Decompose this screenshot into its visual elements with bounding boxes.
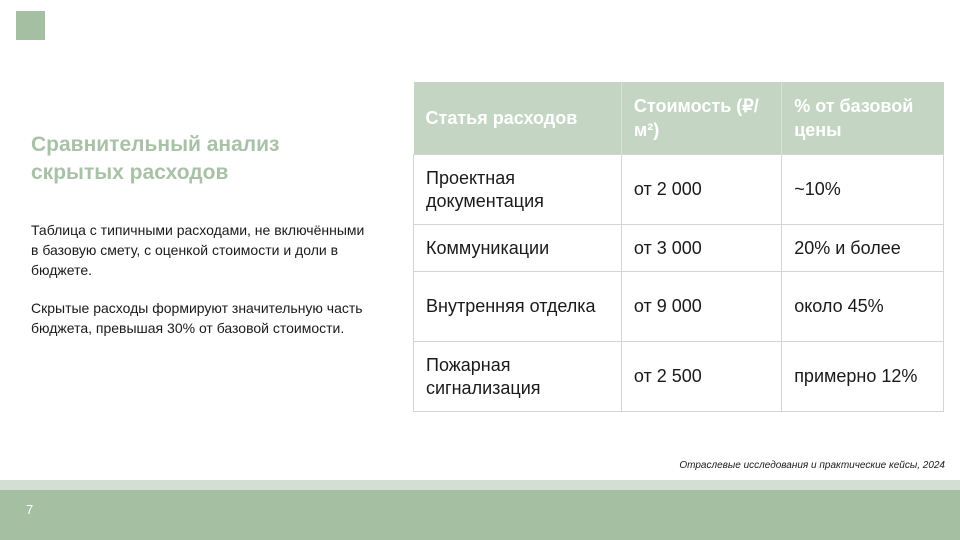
table-cell: Коммуникации	[414, 225, 622, 272]
table-cell: от 2 500	[621, 342, 781, 412]
table-cell: 20% и более	[782, 225, 944, 272]
table-cell: примерно 12%	[782, 342, 944, 412]
column-header-item: Статья расходов	[414, 82, 622, 155]
table-cell: Внутренняя отделка	[414, 272, 622, 342]
table-cell: Проектная документация	[414, 155, 622, 225]
table-header-row	[414, 82, 944, 155]
table-row	[414, 342, 944, 412]
table-cell: от 3 000	[621, 225, 781, 272]
source-note: Отраслевые исследования и практические кейсы, 2024	[679, 460, 945, 471]
footer-band	[0, 490, 960, 540]
slide-title: Сравнительный анализ скрытых расходов	[31, 133, 280, 184]
hidden-costs-table	[413, 82, 944, 412]
logo-square	[16, 11, 45, 40]
table-cell: ~10%	[782, 155, 944, 225]
table-cell: около 45%	[782, 272, 944, 342]
table-cell: Пожарная сигнализация	[414, 342, 622, 412]
description-text	[31, 220, 371, 338]
column-header-cost: Стоимость (₽/м²)	[621, 82, 781, 155]
table-cell: от 9 000	[621, 272, 781, 342]
table-row	[414, 225, 944, 272]
footer-divider	[0, 480, 960, 490]
column-header-percent: % от базовой цены	[782, 82, 944, 155]
page-number: 7	[26, 502, 34, 517]
table-row	[414, 272, 944, 342]
table-cell: от 2 000	[621, 155, 781, 225]
description-paragraph: Скрытые расходы формируют значительную часть бюджета, превышая 30% от базовой стоимости.	[31, 300, 363, 336]
table-row	[414, 155, 944, 225]
description-paragraph: Таблица с типичными расходами, не включёнными в базовую смету, с оценкой стоимости и доли в бюджете.	[31, 222, 365, 278]
